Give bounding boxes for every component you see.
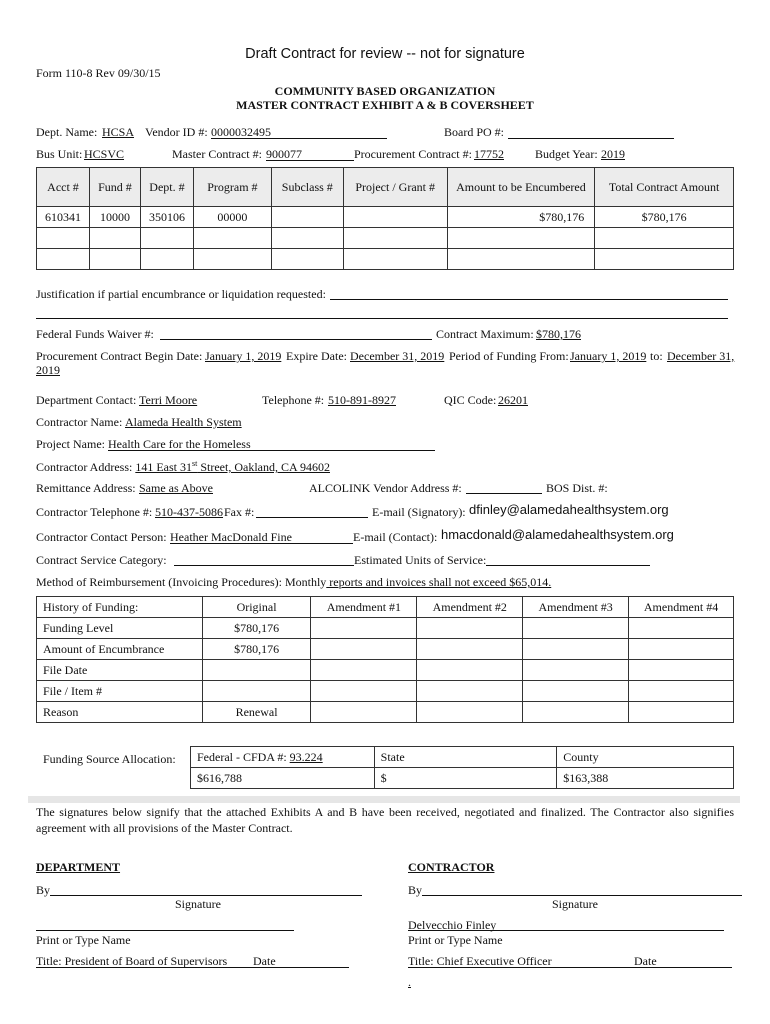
- table-row: [37, 228, 734, 249]
- history-header: [37, 597, 734, 618]
- col-amount-encumbered: Amount to be Encumbered: [447, 168, 595, 207]
- table-cell[interactable]: [89, 228, 140, 249]
- project-name-label: Project Name:: [36, 437, 105, 451]
- table-row: [37, 660, 734, 681]
- begin-date-label: Procurement Contract Begin Date:: [36, 349, 203, 363]
- col-subclass: Subclass #: [271, 168, 343, 207]
- funding-amount-row: [191, 768, 734, 789]
- signature-statement: The signatures below signify that the attached Exhibits A and B have been received, negotiated and finalized. The Contractor also signifies agreement with all provisions of the Master Contract.: [36, 805, 734, 835]
- table-cell[interactable]: $780,176: [202, 618, 311, 639]
- qic-code-value[interactable]: 26201: [498, 393, 528, 407]
- email-contact-value[interactable]: hmacdonald@alamedahealthsystem.org: [441, 527, 674, 542]
- vendor-id-label: Vendor ID #:: [145, 125, 208, 139]
- table-cell[interactable]: [629, 702, 734, 723]
- table-cell[interactable]: 610341: [37, 207, 90, 228]
- expire-date-value[interactable]: December 31, 2019: [350, 349, 445, 363]
- contact-person-value[interactable]: Heather MacDonald Fine: [170, 530, 292, 544]
- period-to-label: to:: [650, 349, 663, 363]
- table-cell[interactable]: [523, 660, 629, 681]
- contractor-title-date-field[interactable]: [408, 967, 732, 968]
- contract-maximum-value[interactable]: $780,176: [536, 327, 581, 341]
- dept-name-value[interactable]: HCSA: [102, 125, 135, 139]
- department-title: Title: President of Board of Supervisors: [36, 954, 228, 968]
- table-cell[interactable]: [202, 660, 311, 681]
- table-cell[interactable]: [140, 249, 193, 270]
- contractor-title: Title: Chief Executive Officer: [408, 954, 552, 968]
- table-cell[interactable]: [629, 660, 734, 681]
- service-category-label: Contract Service Category:: [36, 553, 167, 567]
- table-cell[interactable]: [311, 618, 417, 639]
- col-fund: Fund #: [89, 168, 140, 207]
- contractor-by-label: By: [408, 883, 423, 897]
- justification-field-line-2[interactable]: [36, 318, 728, 319]
- telephone-label: Telephone #:: [262, 393, 325, 407]
- department-title-date-field[interactable]: [36, 967, 349, 968]
- account-table-header: [37, 168, 734, 207]
- email-signatory-value[interactable]: dfinley@alamedahealthsystem.org: [469, 502, 669, 517]
- table-cell[interactable]: $780,176: [202, 639, 311, 660]
- budget-year-label: Budget Year:: [535, 147, 598, 161]
- funding-source-label: Funding Source Allocation:: [43, 752, 176, 766]
- contact-person-label: Contractor Contact Person:: [36, 530, 167, 544]
- bus-unit-label: Bus Unit:: [36, 147, 83, 161]
- email-contact-label: E-mail (Contact):: [353, 530, 438, 544]
- vendor-id-underline: [211, 138, 387, 139]
- row-label: File Date: [37, 660, 203, 681]
- period-funding-to-year[interactable]: 2019: [36, 363, 60, 377]
- table-cell[interactable]: [193, 249, 271, 270]
- address-rest: Street, Oakland, CA 94602: [197, 460, 330, 474]
- table-cell[interactable]: [343, 249, 447, 270]
- history-of-funding-table: [36, 596, 734, 723]
- fax-field[interactable]: [256, 517, 368, 518]
- table-row: [37, 681, 734, 702]
- department-date-label: Date: [253, 954, 276, 968]
- state-amount[interactable]: $: [374, 768, 557, 789]
- federal-cfda-label: Federal - CFDA #:: [197, 749, 287, 764]
- table-cell[interactable]: 10000: [89, 207, 140, 228]
- col-project-grant: Project / Grant #: [343, 168, 447, 207]
- col-program: Program #: [193, 168, 271, 207]
- contractor-name-label: Contractor Name:: [36, 415, 123, 429]
- form-id: Form 110-8 Rev 09/30/15: [36, 66, 161, 80]
- master-contract-label: Master Contract #:: [172, 147, 262, 161]
- col-amendment-4: Amendment #4: [629, 597, 734, 618]
- col-amendment-2: Amendment #2: [417, 597, 523, 618]
- contractor-telephone-value[interactable]: 510-437-5086: [155, 505, 223, 519]
- table-cell[interactable]: [271, 207, 343, 228]
- period-funding-from[interactable]: January 1, 2019: [570, 349, 647, 363]
- table-row: [37, 207, 734, 228]
- contractor-name-value[interactable]: Alameda Health System: [125, 415, 242, 429]
- table-cell[interactable]: [629, 681, 734, 702]
- alcolink-field[interactable]: [466, 493, 542, 494]
- master-contract-underline: [266, 160, 354, 161]
- table-cell[interactable]: [523, 702, 629, 723]
- row-label: File / Item #: [37, 681, 203, 702]
- table-cell[interactable]: [311, 681, 417, 702]
- project-name-underline: [108, 450, 435, 451]
- federal-waiver-label: Federal Funds Waiver #:: [36, 327, 154, 341]
- col-acct: Acct #: [37, 168, 90, 207]
- state-header: State: [374, 747, 557, 768]
- county-amount[interactable]: $163,388: [557, 768, 734, 789]
- contractor-print-caption: Print or Type Name: [408, 933, 503, 947]
- table-cell[interactable]: [202, 681, 311, 702]
- reimbursement-value[interactable]: reports and invoices shall not exceed $65,014.: [326, 575, 552, 589]
- board-po-field[interactable]: [508, 138, 674, 139]
- table-cell[interactable]: [417, 702, 523, 723]
- table-cell[interactable]: [417, 618, 523, 639]
- dept-contact-value[interactable]: Terri Moore: [139, 393, 198, 407]
- col-total-contract: Total Contract Amount: [595, 168, 734, 207]
- contractor-name-field[interactable]: [408, 930, 724, 931]
- table-cell[interactable]: [523, 681, 629, 702]
- table-cell[interactable]: $780,176: [595, 207, 734, 228]
- county-header: County: [557, 747, 734, 768]
- service-category-field[interactable]: [174, 565, 354, 566]
- row-label: Amount of Encumbrance: [37, 639, 203, 660]
- telephone-value[interactable]: 510-891-8927: [328, 393, 396, 407]
- section-divider: [28, 796, 740, 803]
- bus-unit-value[interactable]: HCSVC: [84, 147, 125, 161]
- remittance-label: Remittance Address:: [36, 481, 136, 495]
- table-cell[interactable]: [523, 639, 629, 660]
- email-signatory-label: E-mail (Signatory):: [372, 505, 466, 519]
- table-cell[interactable]: [417, 639, 523, 660]
- federal-amount[interactable]: $616,788: [191, 768, 375, 789]
- table-cell[interactable]: [311, 639, 417, 660]
- justification-field[interactable]: [330, 299, 728, 300]
- table-cell[interactable]: 00000: [193, 207, 271, 228]
- funding-header-row: [191, 747, 734, 768]
- title-line-1: COMMUNITY BASED ORGANIZATION: [274, 84, 496, 98]
- table-cell[interactable]: Renewal: [202, 702, 311, 723]
- funding-source-table: [190, 746, 734, 789]
- department-print-caption: Print or Type Name: [36, 933, 131, 947]
- table-cell[interactable]: [311, 660, 417, 681]
- table-cell[interactable]: [523, 618, 629, 639]
- contractor-address-value[interactable]: [135, 460, 330, 474]
- contractor-signature-caption: Signature: [552, 897, 598, 911]
- table-cell[interactable]: [271, 228, 343, 249]
- vendor-id-value[interactable]: 0000032495: [211, 125, 271, 139]
- reimbursement-label: Method of Reimbursement (Invoicing Procedures): Monthly: [36, 575, 327, 589]
- justification-label: Justification if partial encumbrance or liquidation requested:: [36, 287, 326, 301]
- department-signature-caption: Signature: [175, 897, 221, 911]
- table-cell[interactable]: [271, 249, 343, 270]
- table-cell[interactable]: [629, 639, 734, 660]
- table-cell[interactable]: 350106: [140, 207, 193, 228]
- col-original: Original: [202, 597, 311, 618]
- table-cell[interactable]: [193, 228, 271, 249]
- table-cell[interactable]: [595, 249, 734, 270]
- contractor-name-printed[interactable]: Delvecchio Finley: [408, 918, 497, 932]
- col-dept: Dept. #: [140, 168, 193, 207]
- contractor-heading: CONTRACTOR: [408, 860, 495, 874]
- remittance-value[interactable]: Same as Above: [139, 481, 213, 495]
- bos-dist-label: BOS Dist. #:: [546, 481, 608, 495]
- fax-label: Fax #:: [224, 505, 255, 519]
- federal-waiver-field[interactable]: [160, 339, 432, 340]
- units-of-service-label: Estimated Units of Service:: [354, 553, 487, 567]
- department-name-field[interactable]: [36, 930, 294, 931]
- expire-date-label: Expire Date:: [286, 349, 347, 363]
- row-label: Funding Level: [37, 618, 203, 639]
- col-amendment-1: Amendment #1: [311, 597, 417, 618]
- contractor-signature-field[interactable]: [422, 895, 742, 896]
- contractor-telephone-label: Contractor Telephone #:: [36, 505, 153, 519]
- federal-cfda-cell: [191, 747, 375, 768]
- account-table: [36, 167, 734, 270]
- table-cell[interactable]: [447, 228, 595, 249]
- table-cell[interactable]: [140, 228, 193, 249]
- table-cell[interactable]: [343, 228, 447, 249]
- department-by-label: By: [36, 883, 51, 897]
- table-cell[interactable]: [89, 249, 140, 270]
- board-po-label: Board PO #:: [444, 125, 504, 139]
- table-cell[interactable]: [311, 702, 417, 723]
- period-funding-label: Period of Funding From:: [449, 349, 569, 363]
- title-line-2: MASTER CONTRACT EXHIBIT A & B COVERSHEET: [236, 98, 534, 112]
- contractor-date-label: Date: [634, 954, 657, 968]
- table-cell[interactable]: [629, 618, 734, 639]
- contractor-address-label: [36, 459, 330, 475]
- table-cell[interactable]: [447, 249, 595, 270]
- dept-name-label: Dept. Name:: [36, 125, 98, 139]
- period-funding-to[interactable]: December 31,: [667, 349, 735, 363]
- table-cell[interactable]: [37, 228, 90, 249]
- department-signature-field[interactable]: [50, 895, 362, 896]
- procurement-contract-label: Procurement Contract #:: [354, 147, 472, 161]
- table-cell[interactable]: $780,176: [447, 207, 595, 228]
- contract-maximum-label: Contract Maximum:: [436, 327, 534, 341]
- table-cell[interactable]: [417, 660, 523, 681]
- project-name-value[interactable]: Health Care for the Homeless: [108, 437, 251, 451]
- reimbursement-line: [36, 575, 551, 590]
- federal-cfda-value[interactable]: 93.224: [289, 749, 323, 764]
- table-row: [37, 702, 734, 723]
- procurement-contract-value[interactable]: 17752: [474, 147, 504, 161]
- table-cell[interactable]: [343, 207, 447, 228]
- department-heading: DEPARTMENT: [36, 860, 121, 874]
- contractor-address-label-text: Contractor Address:: [36, 460, 133, 474]
- col-amendment-3: Amendment #3: [523, 597, 629, 618]
- begin-date-value[interactable]: January 1, 2019: [205, 349, 282, 363]
- table-cell[interactable]: [37, 249, 90, 270]
- table-row: [37, 249, 734, 270]
- contractor-trailing-mark: .: [408, 975, 411, 989]
- units-of-service-field[interactable]: [486, 565, 650, 566]
- draft-banner: Draft Contract for review -- not for signature: [245, 46, 525, 62]
- address-suffix: st: [192, 459, 198, 468]
- contact-person-underline: [170, 543, 353, 544]
- col-history-label: History of Funding:: [37, 597, 203, 618]
- row-label: Reason: [37, 702, 203, 723]
- dept-contact-label: Department Contact:: [36, 393, 137, 407]
- budget-year-value[interactable]: 2019: [601, 147, 625, 161]
- master-contract-value[interactable]: 900077: [266, 147, 302, 161]
- table-cell[interactable]: [595, 228, 734, 249]
- qic-code-label: QIC Code:: [444, 393, 497, 407]
- table-row: [37, 639, 734, 660]
- address-number: 141 East 31: [135, 460, 192, 474]
- alcolink-label: ALCOLINK Vendor Address #:: [309, 481, 462, 495]
- table-cell[interactable]: [417, 681, 523, 702]
- table-row: [37, 618, 734, 639]
